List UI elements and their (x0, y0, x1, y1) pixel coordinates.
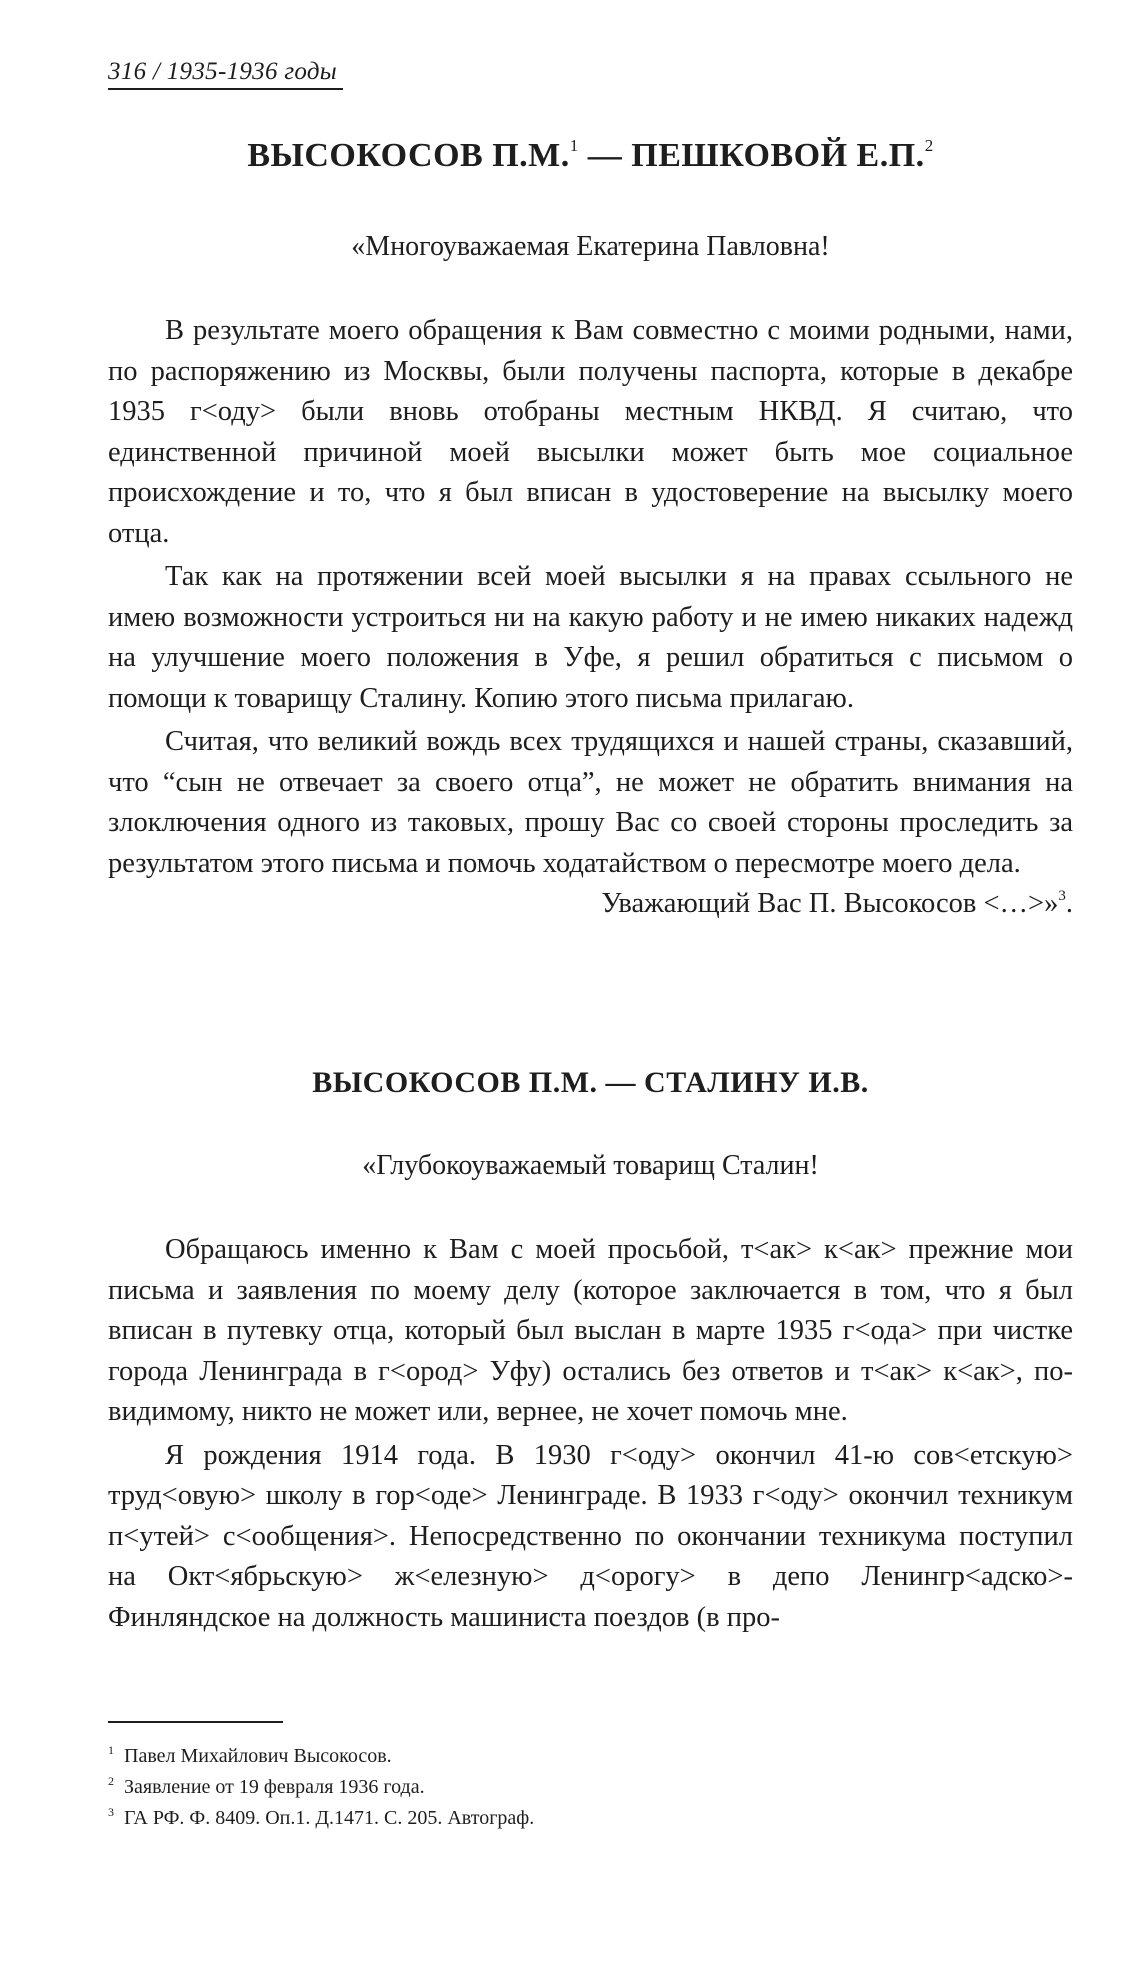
letter2-paragraph: Я рождения 1914 года. В 1930 г<оду> окончил 41-ю сов<етскую> труд<овую> школу в гор<оде> Ленинграде. В 1933 г<оду> окончил техникум п<утей> с<ообщения>. Непосредственно по окончании техникума поступил на Окт<ябрьскую> ж<елезную> д<орогу> в депо Ленингр<адско>-Финляндское на должность машиниста поездов (в про- (108, 1439, 1073, 1633)
footnote-number: 3 (108, 1805, 114, 1819)
letter2-greeting: «Глубокоуважаемый товарищ Сталин! (362, 1150, 819, 1181)
letter2-body (108, 1230, 1073, 1638)
footnote-ref-1: 1 (569, 136, 579, 155)
letter1-body (108, 311, 1073, 925)
signature-text: Уважающий Вас П. Высокосов <…>» (601, 888, 1059, 919)
letter1-paragraph: В результате моего обращения к Вам совместно с моими родными, нами, по распоряжению из Москвы, были получены паспорта, которые в декабре 1935 г<оду> были вновь отобраны местным НКВД. Я считаю, что единственной причиной моей высылки может быть мое социальное происхождение и то, что я был вписан в удостоверение на высылку моего отца. (108, 315, 1073, 549)
footnote-item (108, 1803, 1073, 1834)
footnote-text: Павел Михайлович Высокосов. (124, 1745, 392, 1767)
letter2-heading: ВЫСОКОСОВ П.М. — СТАЛИНУ И.В. (312, 1066, 869, 1099)
footnote-ref-2: 2 (924, 136, 934, 155)
letter1-heading-recipient: — ПЕШКОВОЙ Е.П. (578, 137, 925, 174)
running-head-text: 316 / 1935-1936 годы (108, 58, 338, 85)
letter2-paragraph: Обращаюсь именно к Вам с моей просьбой, т<ак> к<ак> прежние мои письма и заявления по моему делу (которое заключается в том, что я был вписан в путевку отца, который был выслан в марте 1935 г<ода> при чистке города Ленинграда в г<ород> Уфу) остались без ответов и т<ак> к<ак>, по-видимому, никто не может или, вернее, не хочет помочь мне. (108, 1234, 1073, 1427)
footnote-number: 1 (108, 1743, 114, 1757)
footnote-item (108, 1741, 1073, 1772)
footnote-ref-3: 3 (1058, 888, 1066, 904)
letter1-heading-author: ВЫСОКОСОВ П.М. (247, 137, 570, 174)
running-head-underline (108, 88, 343, 90)
letter1-paragraph: Считая, что великий вождь всех трудящихся и нашей страны, сказавший, что “сын не отвечает за своего отца”, не может не обратить внимания на злоключения одного из таковых, прошу Вас со своей стороны проследить за результатом этого письма и помочь ходатайством о пересмотре моего дела. (108, 726, 1073, 879)
footnote-item (108, 1772, 1073, 1803)
letter1-heading (108, 137, 1073, 175)
footnote-text: Заявление от 19 февраля 1936 года. (124, 1776, 425, 1798)
letter1-paragraph: Так как на протяжении всей моей высылки я на правах ссыльного не имею возможности устроиться ни на какую работу и не имею никаких надежд на улучшение моего положения в Уфе, я решил обратиться с письмом о помощи к товарищу Сталину. Копию этого письма прилагаю. (108, 561, 1073, 714)
footnote-text: ГА РФ. Ф. 8409. Оп.1. Д.1471. С. 205. Автограф. (124, 1807, 535, 1829)
letter1-greeting: «Многоуважаемая Екатерина Павловна! (351, 231, 830, 262)
running-head (108, 58, 337, 86)
letter1-signature: Уважающий Вас П. Высокосов <…>»$^3$. (601, 888, 1073, 919)
footnote-number: 2 (108, 1774, 114, 1788)
footnotes (108, 1741, 1073, 1834)
footnote-separator (108, 1721, 283, 1723)
